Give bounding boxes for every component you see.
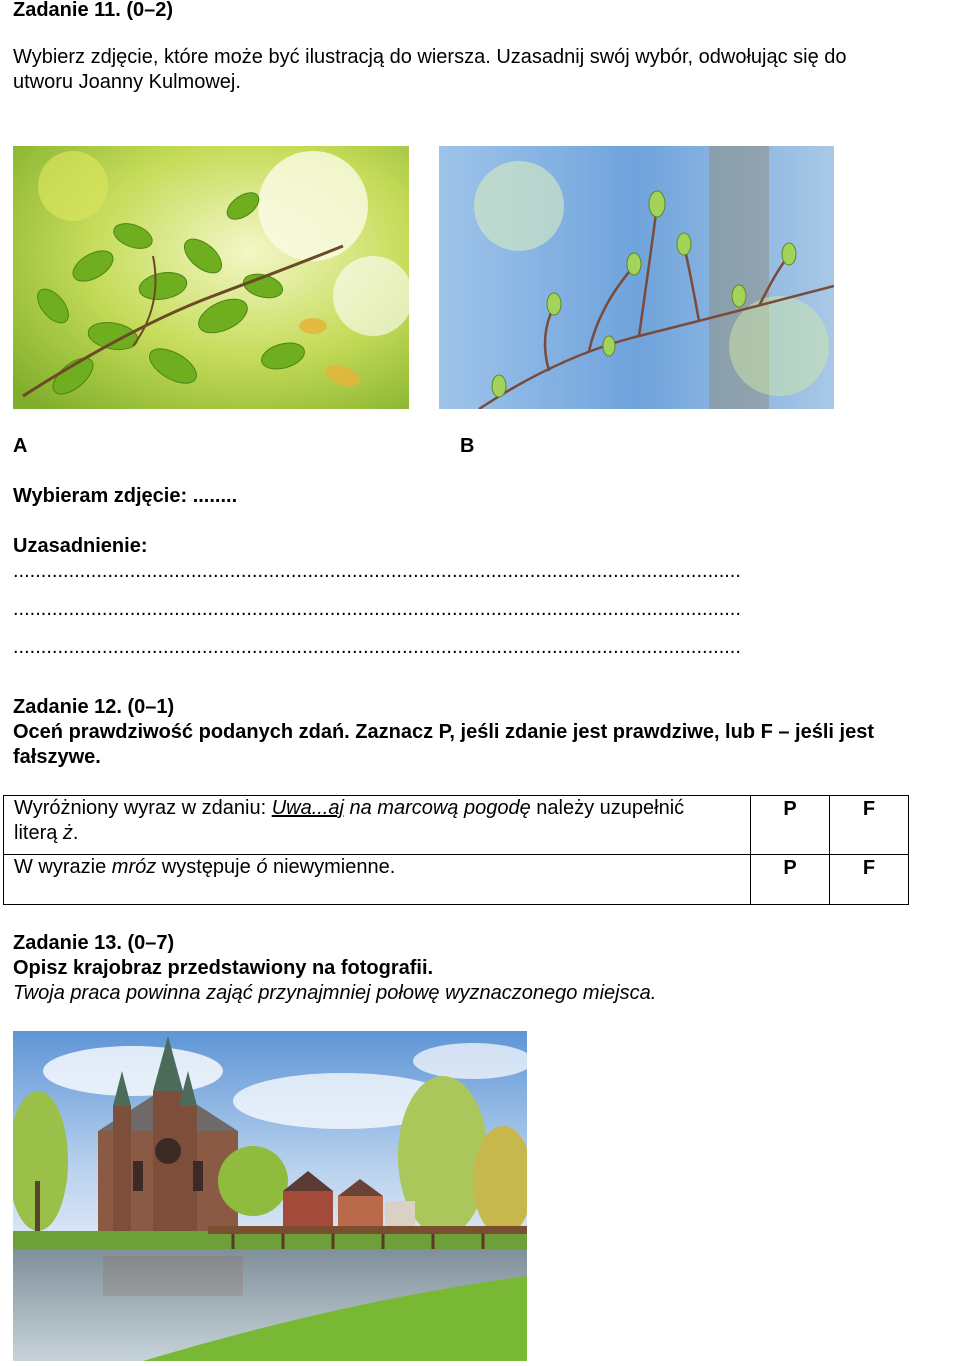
photo-b-label: B [460, 435, 475, 457]
choice-label[interactable]: Wybieram zdjęcie: ........ [13, 485, 238, 507]
table-row [4, 796, 909, 855]
task11-instruction-line1: Wybierz zdjęcie, które może być ilustracją do wiersza. Uzasadnij swój wybór, odwołując się do [13, 46, 847, 68]
row2-option-p[interactable]: P [751, 855, 830, 905]
answer-line-3[interactable]: ................................................................................................................................... [13, 636, 741, 658]
row1-option-p[interactable]: P [751, 796, 830, 855]
task11-instruction-line2: utworu Joanny Kulmowej. [13, 71, 241, 93]
statement-2-word: mróz [111, 856, 157, 878]
task13-note: Twoja praca powinna zająć przynajmniej połowę wyznaczonego miejsca. [13, 982, 657, 1004]
statement-2-middle: występuje [156, 856, 257, 878]
row2-option-f[interactable]: F [830, 855, 909, 905]
answer-line-1[interactable]: ................................................................................................................................... [13, 560, 741, 582]
statement-1-italic: na marcową pogodę [343, 797, 531, 819]
statement-2-text: W wyrazie [14, 856, 112, 878]
statement-1-text: Wyróżniony wyraz w zdaniu: [14, 797, 272, 819]
statement-1-line2: literą [14, 822, 63, 844]
justification-label: Uzasadnienie: [13, 535, 148, 557]
statement-1-period: . [72, 822, 79, 844]
statement-2-letter: ó [256, 856, 268, 878]
task13-instruction: Opisz krajobraz przedstawiony na fotografii. [13, 957, 434, 979]
true-false-table [3, 795, 909, 905]
photo-b-buds[interactable] [439, 146, 834, 409]
statement-2 [4, 855, 751, 905]
highlighted-word: Uwa...aj [271, 797, 344, 819]
photo-a-leaves[interactable] [13, 146, 409, 409]
statement-2-text-after: niewymienne. [267, 856, 396, 878]
task12-instruction-line1: Oceń prawdziwość podanych zdań. Zaznacz P, jeśli zdanie jest prawdziwe, lub F – jeśli jest [13, 721, 874, 743]
task11-title: Zadanie 11. (0–2) [13, 0, 174, 21]
task12-title: Zadanie 12. (0–1) [13, 696, 175, 718]
statement-1 [4, 796, 751, 855]
statement-1-letter: ż [62, 822, 73, 844]
row1-option-f[interactable]: F [830, 796, 909, 855]
table-row [4, 855, 909, 905]
task12-instruction-line2: fałszywe. [13, 746, 101, 768]
landscape-photo[interactable] [13, 1031, 527, 1361]
answer-line-2[interactable]: ................................................................................................................................... [13, 598, 741, 620]
photo-a-label: A [13, 435, 28, 457]
statement-1-text-after: należy uzupełnić [530, 797, 685, 819]
task13-title: Zadanie 13. (0–7) [13, 932, 175, 954]
